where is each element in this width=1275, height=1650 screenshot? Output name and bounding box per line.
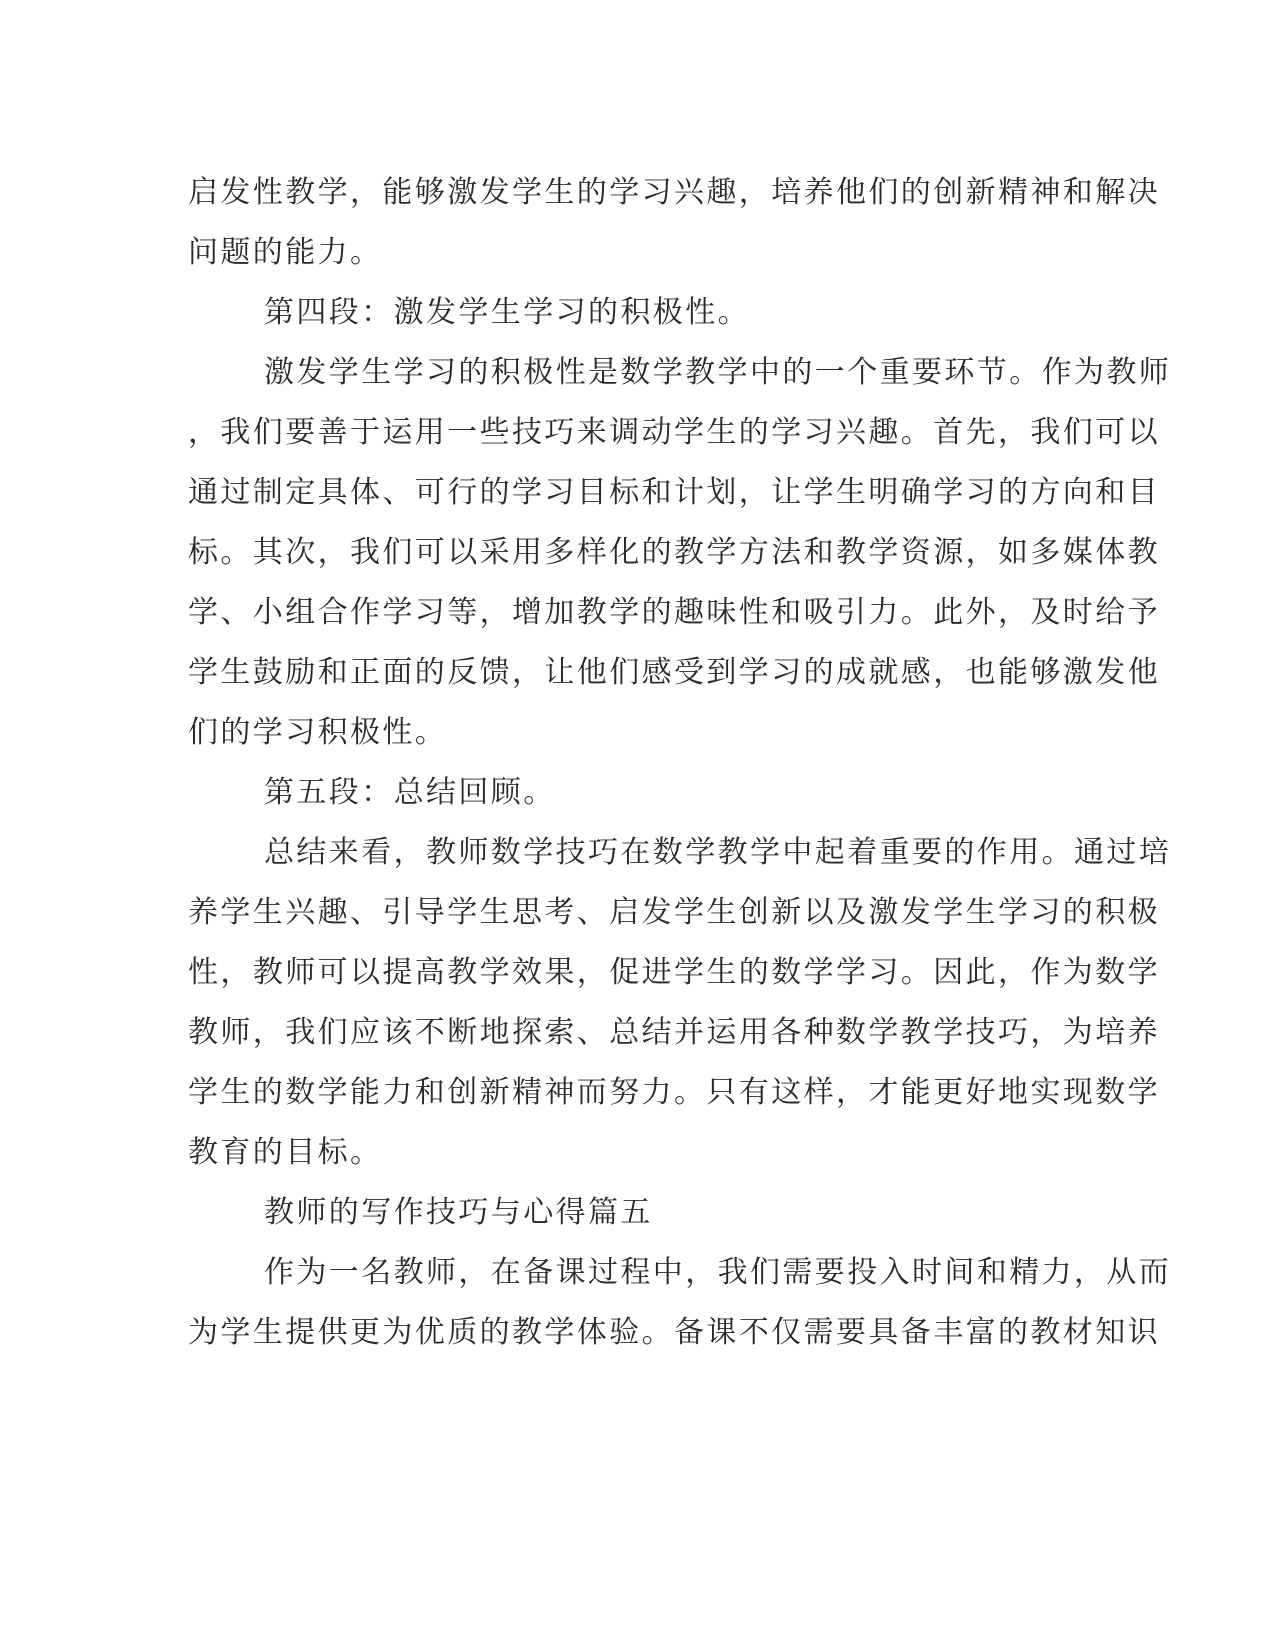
text-line: 养学生兴趣、引导学生思考、启发学生创新以及激发学生学习的积极 <box>188 895 1160 930</box>
text-line: 激发学生学习的积极性是数学教学中的一个重要环节。作为教师 <box>264 355 1172 390</box>
text-line: 总结来看，教师数学技巧在数学教学中起着重要的作用。通过培 <box>264 835 1172 870</box>
text-line: 为学生提供更为优质的教学体验。备课不仅需要具备丰富的教材知识 <box>188 1315 1160 1350</box>
text-line: 学生鼓励和正面的反馈，让他们感受到学习的成就感，也能够激发他 <box>188 655 1160 690</box>
text-line: 学、小组合作学习等，增加教学的趣味性和吸引力。此外，及时给予 <box>188 595 1160 630</box>
text-line: 教师，我们应该不断地探索、总结并运用各种数学教学技巧，为培养 <box>188 1015 1160 1050</box>
text-line: 学生的数学能力和创新精神而努力。只有这样，才能更好地实现数学 <box>188 1075 1160 1110</box>
text-line: 启发性教学，能够激发学生的学习兴趣，培养他们的创新精神和解决 <box>188 175 1160 210</box>
text-line: 作为一名教师，在备课过程中，我们需要投入时间和精力，从而 <box>264 1255 1172 1290</box>
text-line: 问题的能力。 <box>188 235 383 270</box>
document-body <box>188 163 1172 1363</box>
text-line: 性，教师可以提高教学效果，促进学生的数学学习。因此，作为数学 <box>188 955 1160 990</box>
text-line: 们的学习积极性。 <box>188 715 448 750</box>
section-heading: 第五段：总结回顾。 <box>264 775 556 810</box>
text-line: 通过制定具体、可行的学习目标和计划，让学生明确学习的方向和目 <box>188 475 1160 510</box>
text-line: ，我们要善于运用一些技巧来调动学生的学习兴趣。首先，我们可以 <box>188 415 1160 450</box>
section-heading: 教师的写作技巧与心得篇五 <box>264 1195 653 1230</box>
text-line: 标。其次，我们可以采用多样化的教学方法和教学资源，如多媒体教 <box>188 535 1160 570</box>
section-heading: 第四段：激发学生学习的积极性。 <box>264 295 750 330</box>
text-line: 教育的目标。 <box>188 1135 383 1170</box>
